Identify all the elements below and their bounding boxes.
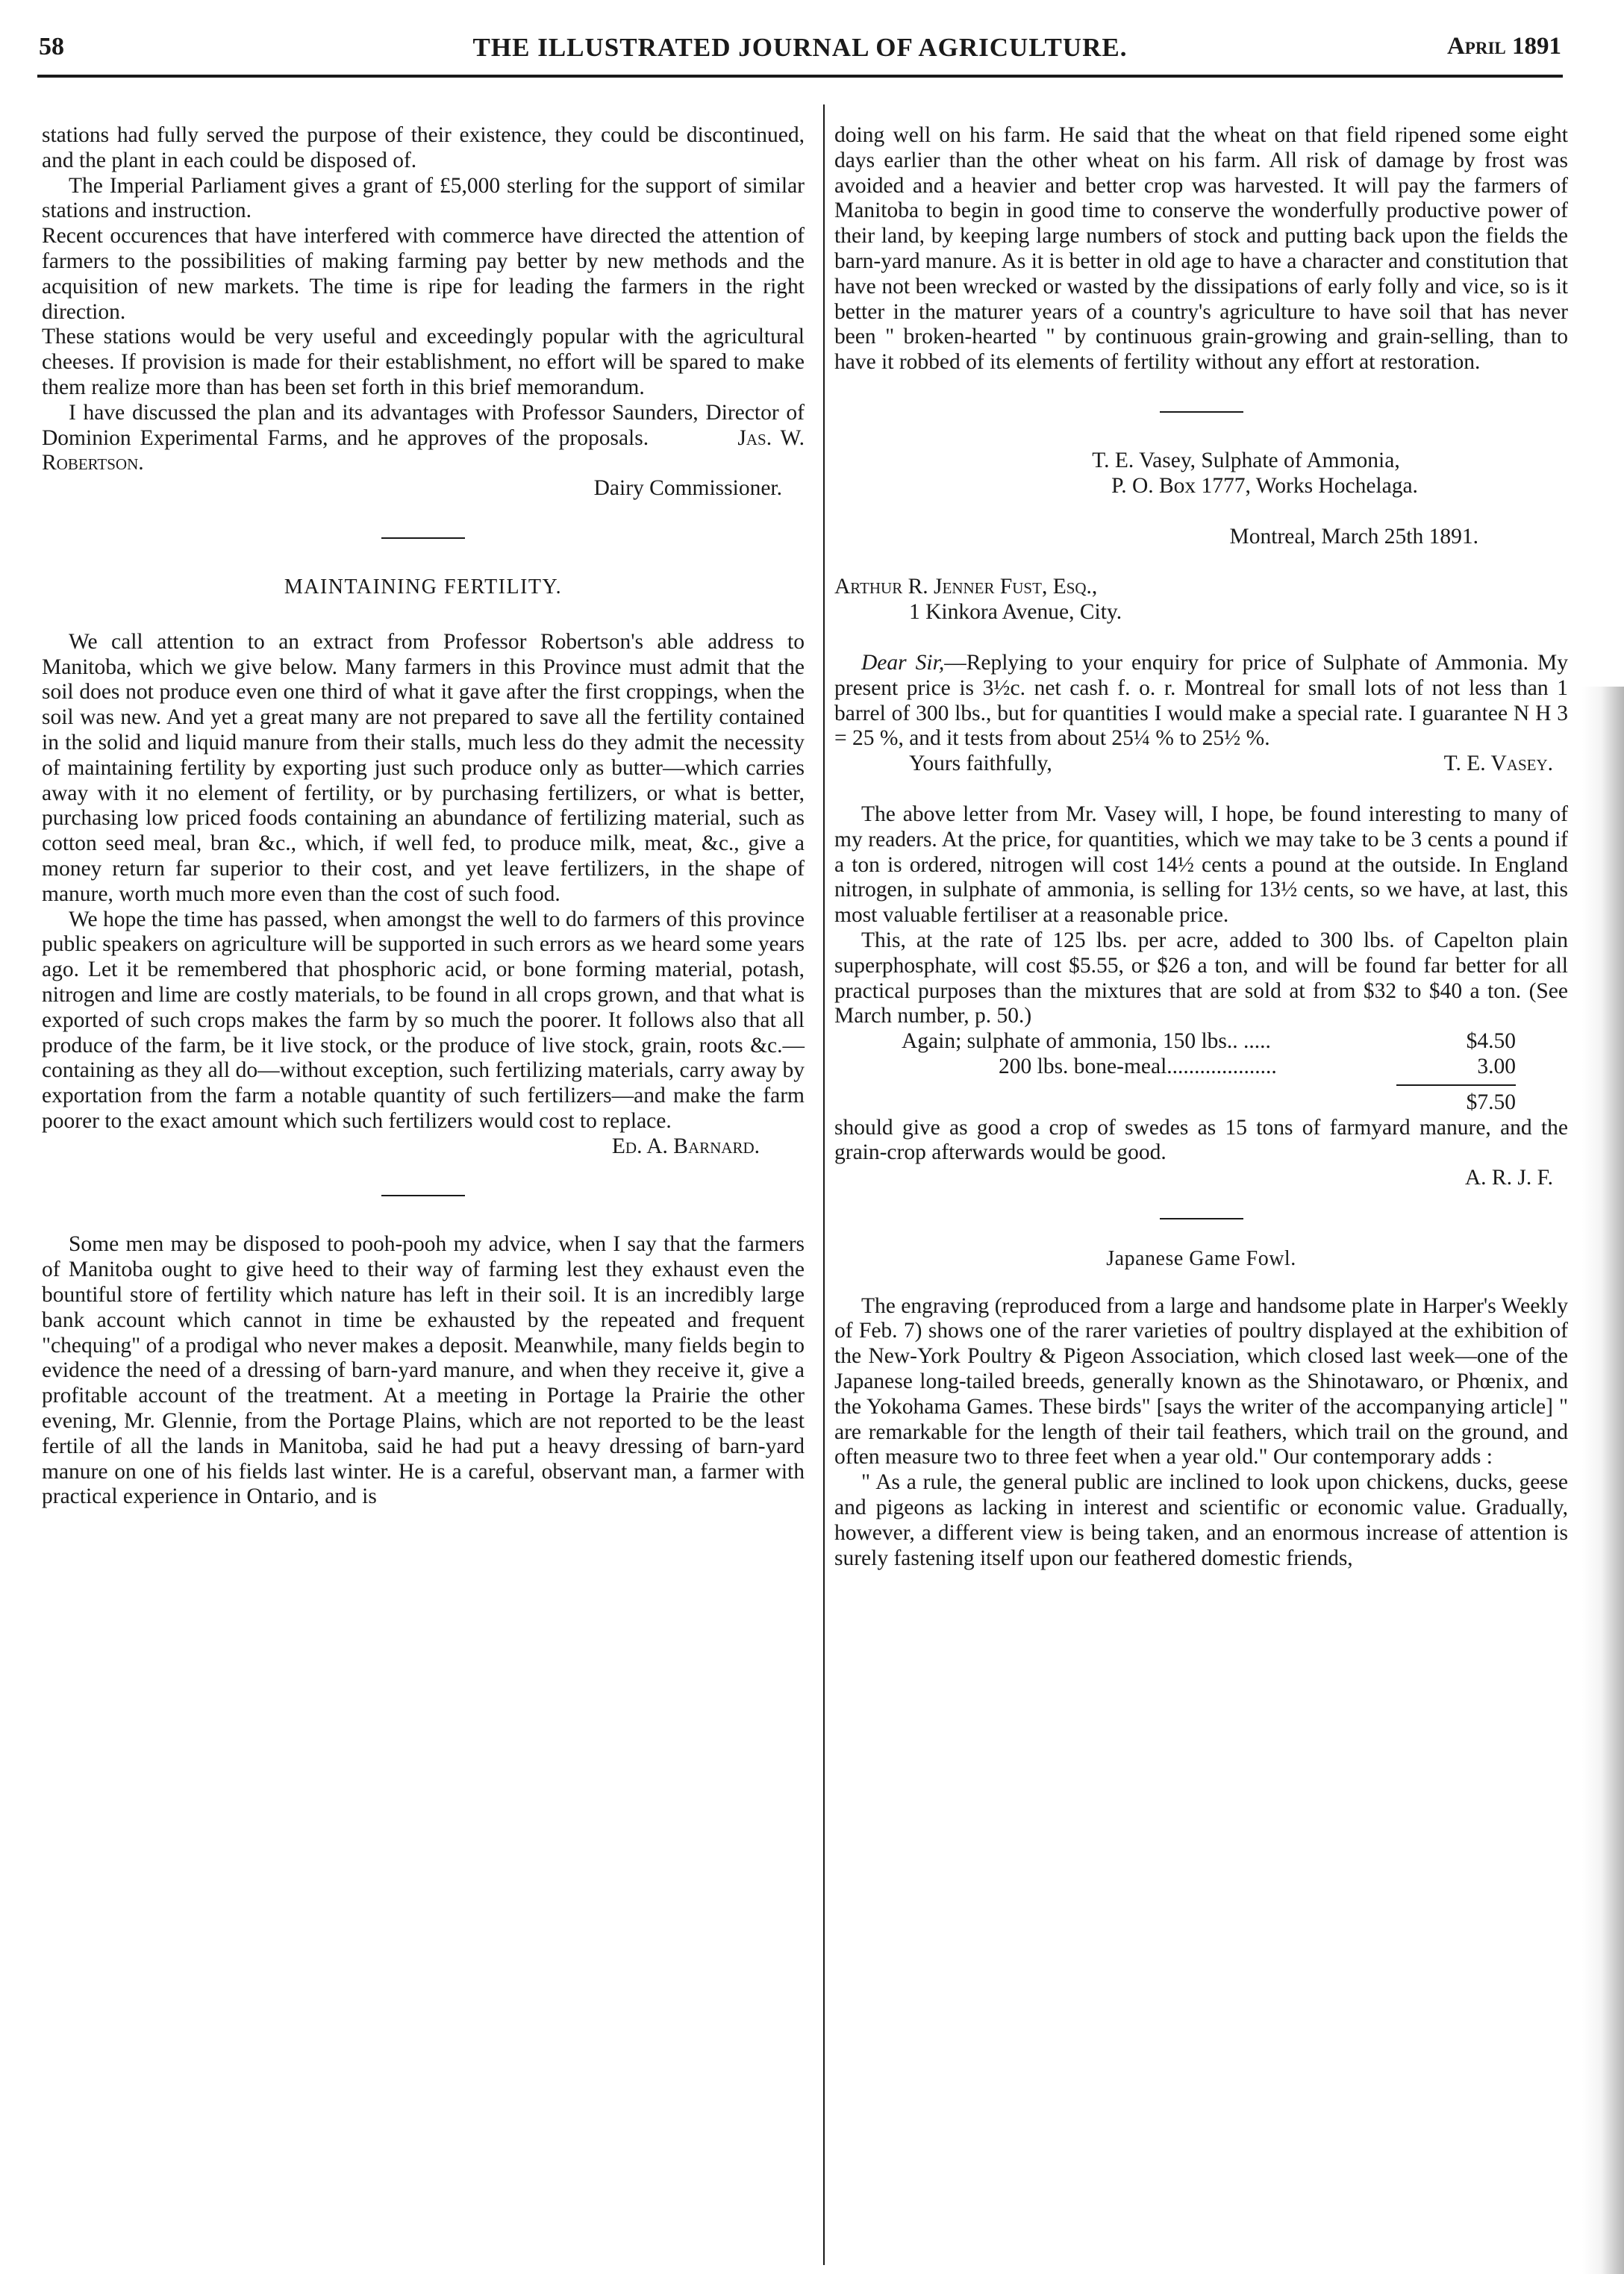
price-label: 200 lbs. bone-meal.................... <box>999 1054 1277 1078</box>
price-row <box>834 1055 1568 1080</box>
letter-body <box>834 651 1568 752</box>
letter-text: —Replying to your enquiry for price of Sulphate of Ammonia. My present price is 3½c. net cash f. o. r. Montreal for small lots of not less than 1 barrel of 300 lbs., but for quantities I would make a special rate. I guarantee N H 3 = 25 %, and it tests from about 25¼ % to 25½ %. <box>834 650 1568 751</box>
paragraph: Some men may be disposed to pooh-pooh my advice, when I say that the farmers of Manitoba ought to give heed to their way of farming lest they exhaust even the bountiful store of fertility which nature has left in their soil. It is an incredibly large bank account which cannot in time be exhausted by the repeated and frequent "chequing" of a prodigal who never makes a deposit. Meanwhile, many fields begin to evidence the need of a dressing of barn-yard manure, and when they receive it, give a profitable account of the treatment. At a meeting in Portage la Prairie the other evening, Mr. Glennie, from the Portage Plains, which are not reported to be the least fertile of all the lands in Manitoba, said he had put a heavy dressing of barn-yard manure on one of his fields last winter. He is a careful, observant man, a farmer with practical experience in Ontario, and is <box>42 1232 805 1509</box>
addressee-name: Arthur R. Jenner Fust, Esq., <box>834 575 1098 599</box>
closing: Yours faithfully, <box>909 752 1052 776</box>
issue-date: April 1891 <box>1446 33 1561 60</box>
scan-edge-shadow <box>1582 687 1624 2274</box>
price-total: $7.50 <box>1466 1090 1516 1114</box>
paragraph-text: I have discussed the plan and its advantages with Professor Saunders, Director of Dominion Experimental Farms, and he approves of the proposals. <box>42 400 805 450</box>
signature: A. R. J. F. <box>1464 1166 1553 1190</box>
price-table <box>834 1029 1568 1115</box>
paragraph: should give as good a crop of swedes as 15 tons of farmyard manure, and the grain-crop afterwards would be good. <box>834 1115 1568 1165</box>
page-header <box>39 33 1561 78</box>
paragraph <box>42 401 805 476</box>
paragraph: The Imperial Parliament gives a grant of £5,000 sterling for the support of similar stations and instruction. <box>42 173 805 223</box>
signature: Jas. W. Robertson. <box>42 425 805 475</box>
salutation: Dear Sir, <box>861 650 945 675</box>
paragraph: " As a rule, the general public are inclined to look upon chickens, ducks, geese and pigeons as lacking in interest and scientific or economic value. Gradually, however, a different view is being taken, and an enormous increase of attention is surely fastening itself upon our feathered domestic friends, <box>834 1470 1568 1570</box>
paragraph: doing well on his farm. He said that the wheat on that field ripened some eight days earlier than the other wheat on his farm. All risk of damage by frost was avoided and a heavier and better crop was harvested. It will pay the farmers of Manitoba to begin in good time to conserve the wonderfully productive power of their land, by keeping large numbers of stock and putting back upon the fields the barn-yard manure. As it is better in old age to have a character and constitution that have not been wrecked or wasted by the dissipations of early folly and vice, so is it better in the maturer years of a country's agriculture to have soil that has never been " broken-hearted " by continuous grain-growing and grain-selling, than to have it robbed of its elements of fertility without any effort at restoration. <box>834 123 1568 375</box>
signature: Ed. A. Barnard. <box>611 1134 760 1158</box>
left-column <box>42 123 805 1510</box>
signature-block <box>42 1134 805 1160</box>
column-divider <box>823 104 825 2265</box>
price-total-row <box>834 1090 1568 1116</box>
paragraph: We hope the time has passed, when amongst the well to do farmers of this province public speakers on agriculture will be supported in such errors as we heard some years ago. Let it be remembered that phosphoric acid, or bone forming material, potash, nitrogen and lime are costly materials, to be found in all crops grown, and that what is exported of such crops makes the farm by so much the poorer. It follows also that all produce of the farm, be it live stock, or the produce of live stock, grain, roots &c.—containing as they all do—without exception, such fertilizing materials, carry away by exportation from the farm a notable quantity of such fertilizers—and make the farm poorer to the exact amount which such fertilizers would cost to replace. <box>42 907 805 1133</box>
letter-closing <box>834 752 1568 777</box>
total-rule <box>1396 1084 1516 1086</box>
section-title: Japanese Game Fowl. <box>1106 1246 1296 1270</box>
signature: T. E. Vasey. <box>1443 752 1553 776</box>
right-column <box>834 123 1568 1571</box>
signer-title: Dairy Commissioner. <box>593 476 782 501</box>
letterhead-line: P. O. Box 1777, Works Hochelaga. <box>1111 473 1418 498</box>
paragraph: This, at the rate of 125 lbs. per acre, added to 300 lbs. of Capelton plain superphosphate, will cost $5.55, or $26 a ton, and will be found far better for all practical purposes than the mixtures that are sold at from $32 to $40 a ton. (See March number, p. 50.) <box>834 928 1568 1028</box>
signature-block <box>834 1166 1568 1191</box>
journal-title: THE ILLUSTRATED JOURNAL OF AGRICULTURE. <box>472 33 1128 62</box>
section-rule <box>1160 411 1243 413</box>
paragraph: The engraving (reproduced from a large and handsome plate in Harper's Weekly of Feb. 7) shows one of the rarer varieties of poultry displayed at the exhibition of the New-York Poultry & Pigeon Association, which closed last week—one of the Japanese long-tailed breeds, generally known as the Shinotawaro, or Phœnix, and the Yokohama Games. These birds" [says the writer of the accompanying article] " are remarkable for the length of their tail feathers, which trail on the ground, and often measure two to three feet when a year old." Our contemporary adds : <box>834 1293 1568 1469</box>
paragraph: We call attention to an extract from Professor Robertson's able address to Manitoba, which we give below. Many farmers in this Province must admit that the soil does not produce even one third of what it gave after the first croppings, when the soil was new. And yet a great many are not prepared to save all the fertility contained in the solid and liquid manure from their stalls, much less do they admit the necessity of maintaining fertility by exporting just such produce only as butter—which carries away with it no element of fertility, or by purchasing fertilizers, or what is better, purchasing low priced foods containing an abundance of fertilizing material, such as cotton seed meal, bran &c., which, if well fed, to produce milk, meat, &c., give a money return far superior to their cost, and yet leave fertilizers, in the shape of manure, worth much more even than the cost of such food. <box>42 629 805 906</box>
price-amount: $4.50 <box>1466 1029 1516 1054</box>
section-rule <box>1160 1218 1243 1219</box>
paragraph: Recent occurences that have interfered with commerce have directed the attention of farmers to the possibilities of making farming pay better by new methods and the acquisition of new markets. The time is ripe for leading the farmers in the right direction. <box>42 224 805 324</box>
page-number: 58 <box>39 33 64 60</box>
paragraph: These stations would be very useful and exceedingly popular with the agricultural cheeses. If provision is made for their establishment, no effort will be spared to make them realize more than has been set forth in this brief memorandum. <box>42 325 805 399</box>
addressee <box>834 575 1568 625</box>
signature-block <box>42 476 805 502</box>
paragraph: stations had fully served the purpose of their existence, they could be discontinued, and the plant in each could be disposed of. <box>42 123 805 172</box>
section-title: MAINTAINING FERTILITY. <box>284 575 563 599</box>
section-rule <box>381 1195 465 1196</box>
price-row <box>834 1029 1568 1055</box>
addressee-address: 1 Kinkora Avenue, City. <box>909 600 1122 625</box>
price-label: Again; sulphate of ammonia, 150 lbs.. ..... <box>902 1029 1271 1054</box>
section-rule <box>381 537 465 539</box>
header-rule <box>37 75 1563 78</box>
paragraph: The above letter from Mr. Vasey will, I hope, be found interesting to many of my readers. At the price, for quantities, which we may take to be 3 cents a pound if a ton is ordered, nitrogen will cost 14½ cents a pound at the outside. In England nitrogen, in sulphate of ammonia, is selling for 13½ cents, so we have, at last, this most valuable fertiliser at a reasonable price. <box>834 802 1568 928</box>
price-amount: 3.00 <box>1477 1054 1516 1078</box>
letterhead-line: T. E. Vasey, Sulphate of Ammonia, <box>1092 448 1400 472</box>
letterhead <box>834 449 1568 499</box>
letter-date: Montreal, March 25th 1891. <box>1229 524 1478 549</box>
